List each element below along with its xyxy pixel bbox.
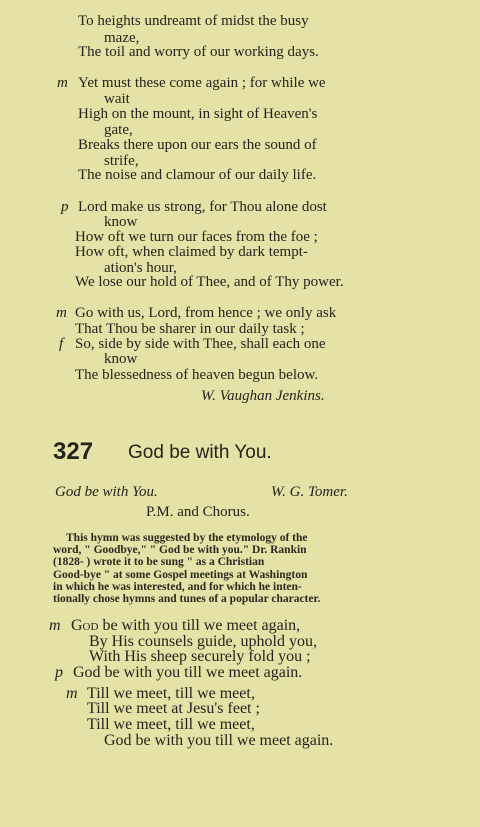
verse-line: gate,	[104, 122, 133, 138]
verse-line: wait	[104, 91, 130, 107]
verse-line: Yet must these come again ; for while we	[78, 75, 326, 91]
verse-line: With His sheep securely fold you ;	[89, 648, 311, 665]
verse-line: Go with us, Lord, from hence ; we only ask	[75, 305, 337, 321]
dynamic-marker: f	[59, 336, 64, 352]
verse-line: The toil and worry of our working days.	[78, 44, 319, 60]
hymn-note-line: tionally chose hymns and tunes of a popular character.	[53, 593, 321, 605]
composer: W. G. Tomer.	[271, 484, 348, 500]
verse-line: We lose our hold of Thee, and of Thy power.	[75, 274, 344, 290]
verse-line: So, side by side with Thee, shall each one	[75, 336, 326, 352]
verse-line: The noise and clamour of our daily life.	[78, 167, 317, 183]
verse-line-text: be with you till we meet again,	[98, 617, 301, 634]
chorus-line: Till we meet, till we meet,	[87, 685, 255, 702]
hymn-number: 327	[53, 438, 94, 465]
verse-line: To heights undreamt of midst the busy	[78, 13, 309, 29]
hymn-title: God be with You.	[128, 442, 272, 463]
tune-name: God be with You.	[55, 484, 158, 500]
chorus-line: Till we meet at Jesu's feet ;	[87, 700, 260, 717]
verse-line: The blessedness of heaven begun below.	[75, 367, 319, 383]
dynamic-marker: m	[57, 75, 68, 91]
small-caps-word: God	[71, 617, 99, 634]
hymn-note-line: Good-bye " at some Gospel meetings at Washington	[53, 569, 308, 581]
verse-line: By His counsels guide, uphold you,	[89, 633, 317, 650]
hymn-note-line: in which he was interested, and for which he inten-	[53, 581, 302, 593]
verse-line: How oft we turn our faces from the foe ;	[75, 229, 318, 245]
verse-line: ation's hour,	[104, 260, 177, 276]
verse-line: That Thou be sharer in our daily task ;	[75, 321, 305, 337]
verse-line: How oft, when claimed by dark tempt-	[75, 244, 308, 260]
verse-line: maze,	[104, 30, 140, 46]
verse-line: Breaks there upon our ears the sound of	[78, 137, 317, 153]
verse-line: know	[104, 214, 138, 230]
dynamic-marker: m	[56, 305, 67, 321]
verse-line: High on the mount, in sight of Heaven's	[78, 106, 318, 122]
author-attribution: W. Vaughan Jenkins.	[201, 388, 325, 404]
verse-line: Lord make us strong, for Thou alone dost	[78, 199, 327, 215]
chorus-line: God be with you till we meet again.	[104, 732, 334, 749]
hymn-note-line: (1828- ) wrote it to be sung " as a Christian	[53, 556, 265, 568]
dynamic-marker: p	[61, 199, 69, 215]
meter: P.M. and Chorus.	[146, 504, 250, 520]
verse-line: God be with you till we meet again.	[73, 664, 303, 681]
verse-line: know	[104, 351, 138, 367]
verse-line: strife,	[104, 153, 139, 169]
hymn-note-line: This hymn was suggested by the etymology of the	[66, 532, 308, 544]
chorus-line: Till we meet, till we meet,	[87, 716, 255, 733]
hymn-note-line: word, " Goodbye," " God be with you." Dr. Rankin	[53, 544, 307, 556]
dynamic-marker: m	[49, 617, 61, 634]
dynamic-marker: p	[55, 664, 63, 681]
dynamic-marker: m	[66, 685, 78, 702]
